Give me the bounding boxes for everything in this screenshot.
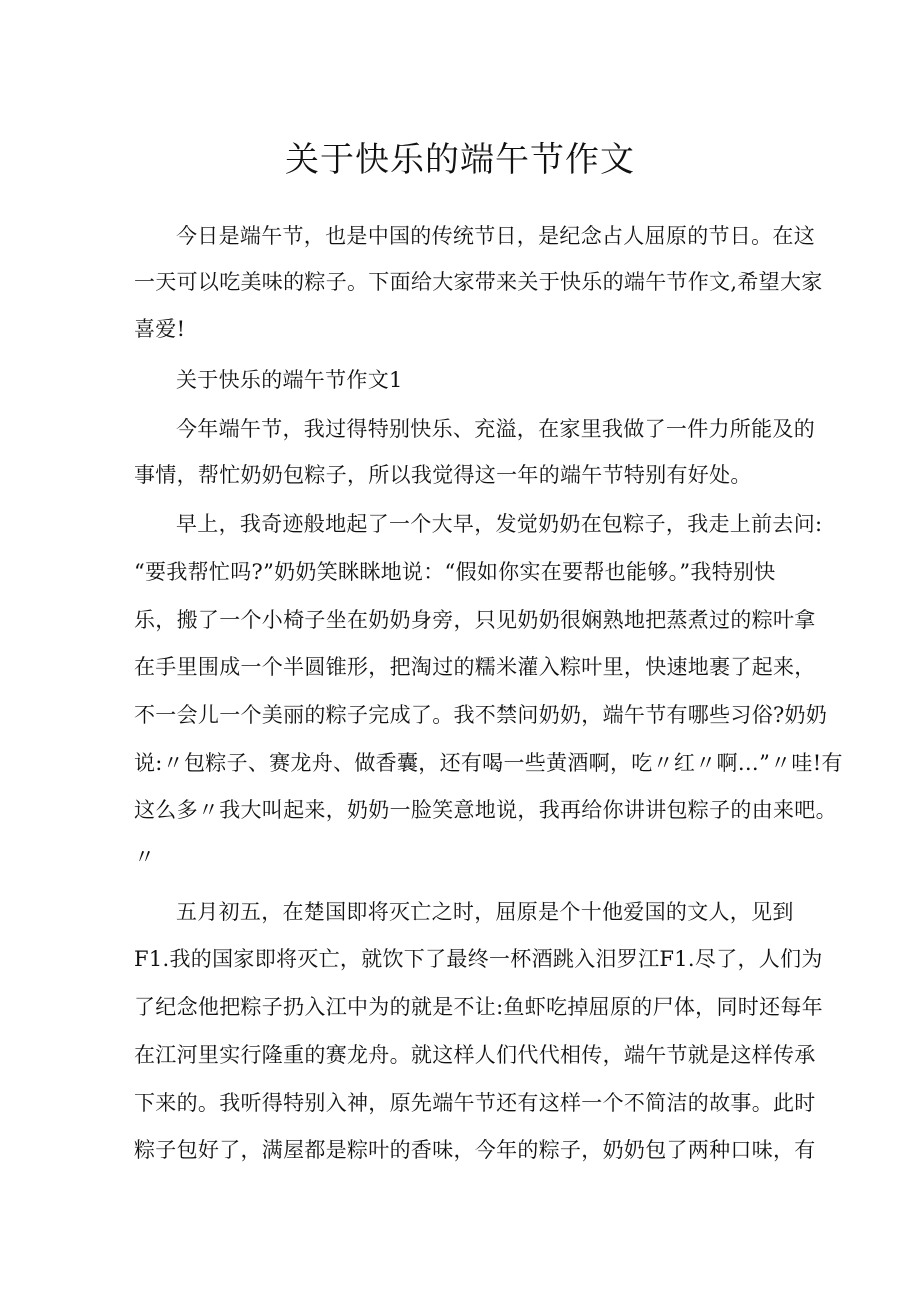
paragraph-line: 乐，搬了一个小椅子坐在奶奶身旁，只见奶奶很娴熟地把蒸煮过的粽叶拿	[134, 608, 816, 632]
paragraph-line: 一天可以吃美味的粽子。下面给大家带来关于快乐的端午节作文,希望大家	[134, 270, 823, 294]
document-title: 关于快乐的端午节作文	[285, 140, 635, 180]
paragraph-line: 早上，我奇迹般地起了一个大早，发觉奶奶在包粽子，我走上前去问:	[176, 512, 823, 536]
paragraph-line: 在江河里实行隆重的赛龙舟。就这样人们代代相传，端午节就是这样传承	[134, 1043, 816, 1067]
paragraph-line: 这么多〃我大叫起来，奶奶一脸笑意地说，我再给你讲讲包粽子的由来吧。	[134, 798, 837, 822]
paragraph-line: 下来的。我听得特别入神，原先端午节还有这样一个不简洁的故事。此时	[134, 1091, 816, 1115]
paragraph-line: 事情，帮忙奶奶包粽子，所以我觉得这一年的端午节特别有好处。	[134, 463, 752, 487]
paragraph-line: 五月初五，在楚国即将灭亡之时，屈原是个十他爱国的文人，见到	[176, 900, 794, 924]
paragraph-line: F1.我的国家即将灭亡，就饮下了最终一杯酒跳入汨罗江F1.尽了，人们为	[134, 947, 823, 971]
paragraph-line: 粽子包好了，满屋都是粽叶的香味，今年的粽子，奶奶包了两种口味，有	[134, 1138, 816, 1162]
paragraph-line: 了纪念他把粽子扔入江中为的就是不让:鱼虾吃掉屈原的尸体，同时还每年	[134, 995, 823, 1019]
paragraph-line: 〃	[134, 845, 156, 869]
paragraph-line: 说:〃包粽子、赛龙舟、做香囊，还有喝一些黄酒啊，吃〃红〃啊…”〃哇!有	[134, 751, 843, 775]
paragraph-line: “要我帮忙吗?”奶奶笑眯眯地说：“假如你实在要帮也能够。”我特别快	[134, 560, 776, 584]
paragraph-line: 在手里围成一个半圆锥形，把淘过的糯米灌入粽叶里，快速地裹了起来，	[134, 655, 816, 679]
paragraph-line: 喜爱!	[134, 317, 186, 341]
paragraph-line: 今日是端午节，也是中国的传统节日，是纪念占人屈原的节日。在这	[176, 224, 815, 248]
section-heading: 关于快乐的端午节作文1	[176, 368, 403, 392]
paragraph-line: 不一会儿一个美丽的粽子完成了。我不禁问奶奶，端午节有哪些习俗?奶奶	[134, 703, 828, 727]
paragraph-line: 今年端午节，我过得特别快乐、充溢，在家里我做了一件力所能及的	[176, 417, 815, 441]
